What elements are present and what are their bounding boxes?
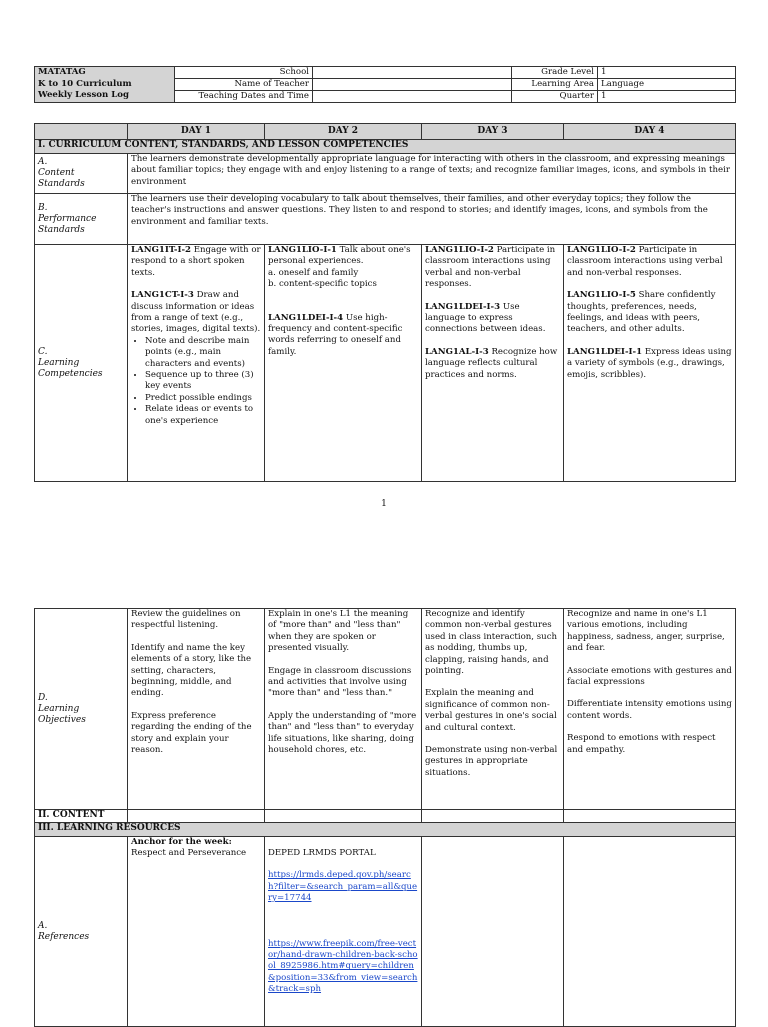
competency-text: Recognize how language reflects cultural practices and norms. <box>425 346 558 380</box>
resources-section-heading: III. LEARNING RESOURCES <box>35 823 736 837</box>
competency-code: LANG1LIO-I-1 <box>268 245 337 255</box>
competency-code: LANG1LIO-I-2 <box>567 245 636 255</box>
row-label: Learning Competencies <box>38 357 103 379</box>
curriculum-title <box>35 67 175 103</box>
portal-name: DEPED LRMDS PORTAL <box>268 848 376 858</box>
list-item: • Relate ideas or events to one's experience <box>145 404 261 427</box>
quarter-label: Quarter <box>512 91 598 103</box>
row-letter: A. <box>38 157 48 167</box>
competency-code: LANG1LDEI-I-3 <box>425 301 501 312</box>
day-1-header: DAY 1 <box>128 124 265 140</box>
competency-text: Use language to express connections between ideas. <box>425 301 546 335</box>
competency-code: LANG1LIO-I-2 <box>425 245 494 255</box>
competency-text: Express ideas using a variety of symbols (e.g., drawings, emojis, scribbles). <box>567 346 732 380</box>
content-day-3[interactable] <box>422 810 564 823</box>
content-standards-text: The learners demonstrate developmentally appropriate language for interacting with others in the classroom, and expressing meanings about familiar topics; they engage with and enjoy listening to a range of texts; and recognize familiar images, icons, and symbols in their environment <box>128 154 736 194</box>
competency-code: LANG1IT-I-2 <box>131 245 192 255</box>
objective-item: Engage in classroom discussions and activities that involve using "more than" and "less than." <box>268 665 412 699</box>
row-label: Content Standards <box>38 168 85 189</box>
objective-item: Explain in one's L1 the meaning of "more than" and "less than" when they are spoken or presented visually. <box>268 609 409 654</box>
competency-subitem: b. content-specific topics <box>268 279 377 290</box>
performance-standards-label <box>35 194 128 245</box>
competency-text: Share confidently thoughts, preferences, needs, feelings, and ideas with peers, teachers, and other adults. <box>567 290 716 335</box>
list-item: • Note and describe main points (e.g., main characters and events) <box>145 336 261 370</box>
school-field[interactable] <box>313 67 512 79</box>
day-1-competencies <box>128 245 265 482</box>
objectives-label <box>35 609 128 810</box>
day-3-references <box>422 837 564 1027</box>
section-1-heading: I. CURRICULUM CONTENT, STANDARDS, AND LESSON COMPETENCIES <box>35 140 736 154</box>
day-2-references <box>265 837 422 1027</box>
competencies-label <box>35 245 128 482</box>
competency-text: Engage with or respond to a short spoken texts. <box>131 245 261 278</box>
row-letter: D. <box>38 692 48 703</box>
day-3-objectives <box>422 609 564 810</box>
day-1-references <box>128 837 265 1027</box>
header-table <box>34 66 736 103</box>
row-letter: C. <box>38 346 48 357</box>
grade-label: Grade Level <box>512 67 598 79</box>
teacher-label: Name of Teacher <box>175 79 313 91</box>
objective-item: Demonstrate using non-verbal gestures in appropriate situations. <box>425 745 558 778</box>
performance-standards-text: The learners use their developing vocabulary to talk about themselves, their families, and other everyday topics; they follow the teacher's instructions and answer questions. They listen to and respond to stories; and identify images, icons, and symbols from the environment and familiar texts. <box>128 194 736 245</box>
row-label: Performance Standards <box>38 213 97 235</box>
day-2-header: DAY 2 <box>265 124 422 140</box>
competency-text: Use high-frequency and content-specific words referring to oneself and family. <box>268 312 403 357</box>
row-letter: B. <box>38 202 48 213</box>
list-item: • Sequence up to three (3) key events <box>145 370 261 393</box>
competency-text: Draw and discuss information or ideas from a range of text (e.g., stories, images, digital texts). <box>131 290 261 335</box>
anchor-colon: : <box>228 837 232 847</box>
day-4-competencies <box>564 245 736 482</box>
competencies-table <box>34 123 736 482</box>
day-4-references <box>564 837 736 1027</box>
objective-item: Differentiate intensity emotions using content words. <box>567 699 732 721</box>
row-label: References <box>38 931 90 942</box>
objective-item: Apply the understanding of "more than" and "less than" to everyday life situations, like sharing, doing household chores, etc. <box>268 710 417 756</box>
lrmds-link[interactable]: https://lrmds.deped.gov.ph/search?filter=&search_param=all&query=17744 <box>268 870 418 904</box>
teacher-field[interactable] <box>313 79 512 91</box>
competency-bullets <box>131 336 261 427</box>
competency-text: Participate in classroom interactions using verbal and non-verbal responses. <box>567 245 723 278</box>
grade-value[interactable]: 1 <box>598 67 736 79</box>
freepik-link[interactable]: https://www.freepik.com/free-vector/hand-drawn-children-back-school_8925986.htm#query=children&position=33&from_view=search&track=sph <box>268 938 418 995</box>
quarter-value[interactable]: 1 <box>598 91 736 103</box>
objective-item: Associate emotions with gestures and facial expressions <box>567 665 732 688</box>
content-standards-label <box>35 154 128 194</box>
competency-text: Participate in classroom interactions using verbal and non-verbal responses. <box>425 245 556 290</box>
competency-code: LANG1LIO-I-5 <box>567 290 636 301</box>
competency-code: LANG1LDEI-I-1 <box>567 346 643 357</box>
list-item: • Predict possible endings <box>145 393 261 404</box>
content-day-1[interactable] <box>128 810 265 823</box>
objective-item: Recognize and name in one's L1 various emotions, including happiness, sadness, anger, surprise, and fear. <box>567 609 725 654</box>
row-letter: A. <box>38 920 48 931</box>
title-line-3: Weekly Lesson Log <box>38 90 130 101</box>
day-1-objectives <box>128 609 265 810</box>
objectives-table <box>34 608 736 1027</box>
school-label: School <box>175 67 313 79</box>
day-2-objectives <box>265 609 422 810</box>
content-day-4[interactable] <box>564 810 736 823</box>
corner-cell <box>35 124 128 140</box>
objective-item: Review the guidelines on respectful listening. <box>131 609 241 631</box>
content-section-heading: II. CONTENT <box>35 810 128 823</box>
day-3-header: DAY 3 <box>422 124 564 140</box>
day-4-header: DAY 4 <box>564 124 736 140</box>
dates-label: Teaching Dates and Time <box>175 91 313 103</box>
title-line-2: K to 10 Curriculum <box>38 78 132 89</box>
objective-item: Express preference regarding the ending of the story and explain your reason. <box>131 710 252 756</box>
objective-item: Recognize and identify common non-verbal gestures used in class interaction, such as nodding, thumbs up, clapping, raising hands, and pointing. <box>425 609 558 677</box>
anchor-value: Respect and Perseverance <box>131 848 247 859</box>
objective-item: Identify and name the key elements of a story, like the setting, characters, beginning, middle, and ending. <box>131 642 252 699</box>
competency-code: LANG1LDEI-I-4 <box>268 312 344 323</box>
day-4-objectives <box>564 609 736 810</box>
competency-text: Talk about one's personal experiences. <box>268 245 411 267</box>
area-value[interactable]: Language <box>598 79 736 91</box>
anchor-label: Anchor for the week <box>131 837 229 847</box>
title-line-1: MATATAG <box>38 67 86 78</box>
objective-item: Respond to emotions with respect and empathy. <box>567 733 716 755</box>
content-day-2[interactable] <box>265 810 422 823</box>
references-label <box>35 837 128 1027</box>
objective-item: Explain the meaning and significance of common non-verbal gestures in one's social and cultural context. <box>425 688 557 733</box>
row-label: Learning Objectives <box>38 703 86 725</box>
competency-subitem: a. oneself and family <box>268 267 359 278</box>
competency-code: LANG1AL-I-3 <box>425 346 489 357</box>
dates-field[interactable] <box>313 91 512 103</box>
day-3-competencies <box>422 245 564 482</box>
area-label: Learning Area <box>512 79 598 91</box>
competency-code: LANG1CT-I-3 <box>131 290 194 301</box>
day-2-competencies <box>265 245 422 482</box>
page-number: 1 <box>381 499 387 509</box>
